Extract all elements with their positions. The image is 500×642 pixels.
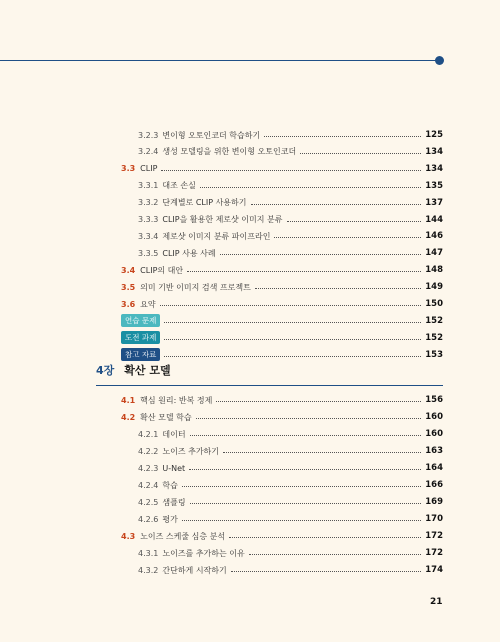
- section-title: CLIP의 대안: [140, 265, 184, 275]
- toc-entry[interactable]: [121, 529, 443, 543]
- dot-leader: [220, 253, 422, 255]
- header-dot: [435, 56, 444, 65]
- toc-entry[interactable]: [121, 162, 443, 176]
- page-ref: 169: [425, 497, 443, 507]
- section-badge: 도전 과제: [121, 331, 160, 344]
- toc-entry[interactable]: [121, 331, 443, 345]
- toc-entry[interactable]: [138, 512, 443, 526]
- page-ref: 134: [425, 146, 443, 157]
- toc-entry[interactable]: [138, 196, 443, 210]
- section-title: 간단하게 시작하기: [162, 565, 227, 575]
- section-title: 노이즈 추가하기: [162, 446, 219, 456]
- toc-entry[interactable]: [138, 229, 443, 243]
- section-number: 4.2.5: [138, 497, 159, 507]
- section-number: 3.3.4: [138, 231, 159, 241]
- page-ref: 174: [425, 565, 443, 575]
- section-title: CLIP 사용 사례: [162, 248, 216, 258]
- page-ref: 170: [425, 514, 443, 524]
- dot-leader: [160, 304, 422, 306]
- dot-leader: [274, 236, 421, 238]
- toc-entry[interactable]: [121, 410, 443, 424]
- section-title: CLIP: [140, 164, 158, 174]
- toc-entry[interactable]: [121, 263, 443, 277]
- page-ref: 150: [425, 299, 443, 309]
- dot-leader: [164, 321, 421, 323]
- toc-entry[interactable]: [138, 246, 443, 260]
- page-ref: 125: [425, 130, 443, 140]
- toc-entry[interactable]: [121, 297, 443, 311]
- dot-leader: [249, 553, 422, 555]
- section-title: CLIP을 활용한 제로샷 이미지 분류: [162, 215, 283, 224]
- toc-entry[interactable]: [138, 495, 443, 509]
- section-number: 4.2.3: [138, 463, 159, 473]
- page-ref: 164: [425, 463, 443, 473]
- section-number: 4.2.2: [138, 446, 159, 456]
- section-number: 4.2.6: [138, 514, 159, 524]
- section-badge: 연습 문제: [121, 314, 160, 327]
- section-title: 샘플링: [162, 497, 186, 507]
- section-title: 핵심 원리: 반복 정제: [140, 395, 213, 405]
- section-number: 3.3.5: [138, 248, 159, 258]
- page-ref: 148: [425, 265, 443, 276]
- section-title: 대조 손실: [162, 181, 196, 191]
- dot-leader: [190, 502, 422, 504]
- section-title: 제로샷 이미지 분류 파이프라인: [162, 231, 271, 241]
- page-ref: 160: [425, 412, 443, 422]
- page-number: 21: [430, 597, 443, 607]
- dot-leader: [216, 400, 421, 402]
- toc-entry[interactable]: [138, 461, 443, 475]
- dot-leader: [182, 519, 421, 521]
- header-rule: [0, 60, 438, 61]
- toc-entry[interactable]: [138, 427, 443, 441]
- toc-entry[interactable]: [138, 546, 443, 560]
- toc-entry[interactable]: [138, 563, 443, 577]
- section-badge: 참고 자료: [121, 348, 160, 361]
- dot-leader: [287, 220, 422, 222]
- toc-entry[interactable]: [121, 393, 443, 407]
- page-ref: 152: [425, 315, 443, 326]
- toc-entry[interactable]: [121, 280, 443, 294]
- toc-entry[interactable]: [138, 145, 443, 159]
- page-ref: 172: [425, 531, 443, 541]
- dot-leader: [190, 434, 422, 436]
- dot-leader: [229, 536, 421, 538]
- page-ref: 146: [425, 231, 443, 242]
- chapter-rule: [96, 385, 443, 386]
- dot-leader: [196, 417, 422, 419]
- section-title: U-Net: [162, 463, 186, 473]
- chapter-title: 확산 모델: [124, 364, 171, 377]
- section-title: 의미 기반 이미지 검색 프로젝트: [140, 282, 251, 292]
- section-title: 데이터: [162, 429, 186, 439]
- section-number: 3.3.3: [138, 215, 159, 224]
- section-title: 확산 모델 학습: [140, 412, 192, 422]
- page-ref: 137: [425, 197, 443, 208]
- section-title: 학습: [162, 480, 178, 490]
- section-number: 4.2: [121, 412, 136, 422]
- section-number: 4.1: [121, 395, 136, 405]
- page-ref: 153: [425, 349, 443, 360]
- section-title: 요약: [140, 299, 156, 309]
- section-number: 3.3.1: [138, 181, 159, 191]
- chapter-heading: [96, 362, 171, 378]
- section-number: 3.3: [121, 164, 136, 174]
- page-ref: 144: [425, 214, 443, 225]
- section-number: 3.4: [121, 265, 136, 275]
- section-number: 3.2.4: [138, 147, 159, 157]
- section-title: 노이즈를 추가하는 이유: [162, 548, 245, 558]
- section-title: 변이형 오토인코더 학습하기: [162, 130, 261, 140]
- toc-entry[interactable]: [138, 128, 443, 142]
- toc-entry[interactable]: [138, 213, 443, 227]
- toc-entry[interactable]: [121, 348, 443, 362]
- chapter-number: 4장: [96, 364, 115, 377]
- page-ref: 163: [425, 446, 443, 456]
- page-ref: 156: [425, 395, 443, 405]
- dot-leader: [300, 152, 421, 154]
- section-number: 4.3.1: [138, 548, 159, 558]
- page-ref: 160: [425, 429, 443, 439]
- section-title: 평가: [162, 514, 178, 524]
- page-ref: 147: [425, 248, 443, 259]
- section-number: 4.3.2: [138, 565, 159, 575]
- dot-leader: [189, 468, 421, 470]
- toc-entry[interactable]: [121, 314, 443, 328]
- section-title: 단계별로 CLIP 사용하기: [162, 198, 247, 208]
- page-ref: 152: [425, 332, 443, 343]
- page-ref: 149: [425, 282, 443, 293]
- dot-leader: [164, 355, 421, 357]
- toc-entry[interactable]: [138, 478, 443, 492]
- section-number: 4.2.4: [138, 480, 159, 490]
- dot-leader: [182, 485, 421, 487]
- dot-leader: [200, 186, 421, 188]
- section-number: 4.2.1: [138, 429, 159, 439]
- dot-leader: [187, 270, 421, 272]
- toc-entry[interactable]: [138, 179, 443, 193]
- dot-leader: [255, 287, 421, 289]
- toc-entry[interactable]: [138, 444, 443, 458]
- page-ref: 135: [425, 180, 443, 191]
- dot-leader: [223, 451, 421, 453]
- dot-leader: [164, 338, 421, 340]
- page-ref: 172: [425, 548, 443, 558]
- dot-leader: [251, 203, 422, 205]
- section-number: 3.6: [121, 299, 136, 309]
- section-title: 노이즈 스케줄 심층 분석: [140, 531, 226, 541]
- page-ref: 134: [425, 163, 443, 174]
- page-ref: 166: [425, 480, 443, 490]
- section-number: 3.5: [121, 282, 136, 292]
- section-number: 3.2.3: [138, 130, 159, 140]
- section-title: 생성 모델링을 위한 변이형 오토인코더: [162, 147, 297, 157]
- dot-leader: [264, 135, 421, 137]
- dot-leader: [161, 169, 421, 171]
- dot-leader: [231, 570, 422, 572]
- section-number: 3.3.2: [138, 198, 159, 208]
- section-number: 4.3: [121, 531, 136, 541]
